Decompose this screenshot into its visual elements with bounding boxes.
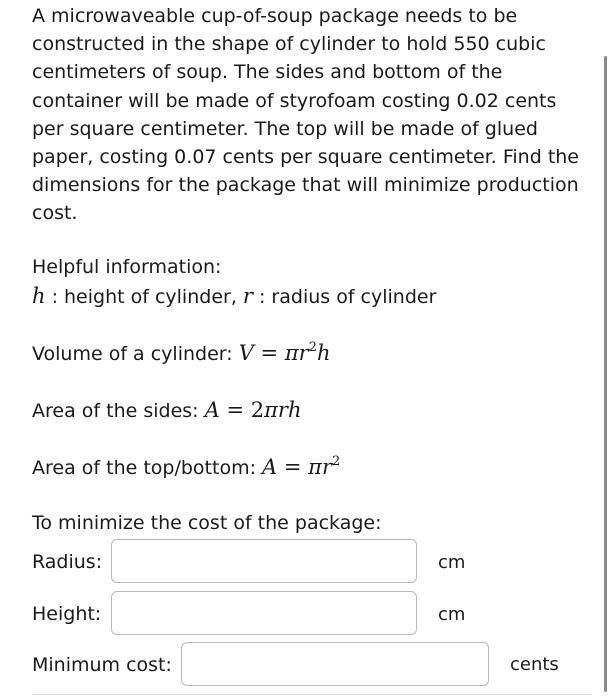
scrollbar[interactable] [604, 56, 607, 692]
cost-label: Minimum cost: [32, 654, 172, 676]
volume-label: Volume of a cylinder: [32, 343, 239, 365]
problem-statement: A microwaveable cup-of-soup package needs to be constructed in the shape of cylinder to hold 550 cubic centimeters of soup. The sides and bottom of the container will be made of styrofoam costing 0.02 cents per square centimeter. The top will be made of glued paper, costing 0.07 cents per square centimeter. Find the dimensions for the package that will minimize production cost. [32, 5, 580, 225]
sides-equation: A = 2πrh [204, 398, 302, 422]
r-symbol: r [242, 284, 253, 308]
h-symbol: h [32, 284, 46, 308]
volume-formula [32, 339, 331, 368]
divider [32, 694, 592, 695]
radius-label: Radius: [32, 551, 103, 573]
top-area-formula [32, 453, 340, 482]
h-definition: : height of cylinder, [45, 286, 243, 308]
top-equation: $A = \pi r^2$ [262, 454, 341, 479]
helpful-heading: Helpful information: [32, 256, 222, 278]
variable-definitions [32, 282, 436, 311]
top-label: Area of the top/bottom: [32, 457, 263, 479]
sides-label: Area of the sides: [32, 400, 205, 422]
cost-input[interactable] [181, 642, 489, 686]
answer-prompt: To minimize the cost of the package: [32, 512, 382, 534]
volume-equation: $V = \pi r^2h$ [238, 340, 331, 365]
sides-area-formula [32, 396, 302, 425]
radius-unit: cm [438, 552, 466, 573]
height-label: Height: [32, 603, 102, 625]
radius-input[interactable] [111, 539, 417, 583]
height-unit: cm [438, 604, 466, 625]
cost-unit: cents [510, 654, 559, 675]
height-input[interactable] [111, 591, 417, 635]
r-definition: : radius of cylinder [252, 286, 437, 308]
